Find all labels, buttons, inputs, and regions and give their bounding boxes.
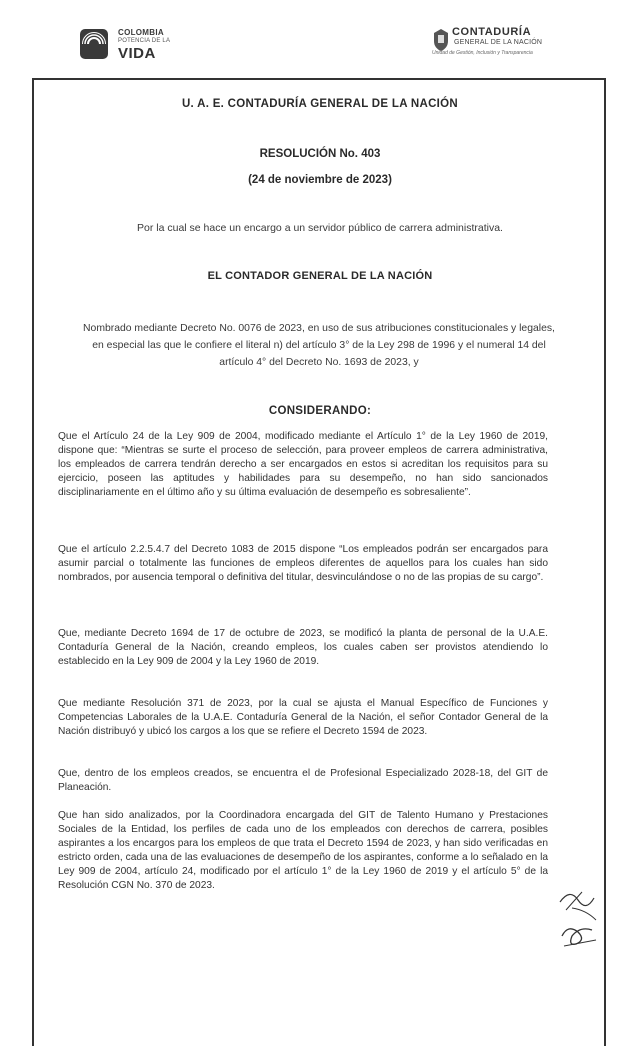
institution-heading: U. A. E. CONTADURÍA GENERAL DE LA NACIÓN <box>181 98 459 110</box>
logo-right-tagline: Unidad de Gestión, Inclusión y Transparencia <box>432 50 533 56</box>
considerando-paragraph: Que, mediante Decreto 1694 de 17 de octubre de 2023, se modificó la planta de personal de la U.A.E. Contaduría General de la Nación, creando empleos, los cuales caben ser provistos atendiendo lo establecido en la Ley 909 de 2004 y la Ley 1960 de 2019. <box>58 628 548 667</box>
contaduria-general-logo <box>432 26 562 66</box>
preamble-paragraph: Nombrado mediante Decreto No. 0076 de 2023, en uso de sus atribuciones constitucionales y legales, en especial las que le confiere el literal n) del artículo 3° de la Ley 298 de 1996 y el numeral 14 del artículo 4° del Decreto No. 1693 de 2023, y <box>83 323 555 368</box>
logo-left-line2: POTENCIA DE LA <box>118 38 171 44</box>
logo-right-line2: GENERAL DE LA NACIÓN <box>454 39 543 46</box>
colombia-logo-mark-icon <box>78 26 110 62</box>
considerando-paragraph: Que han sido analizados, por la Coordinadora encargada del GIT de Talento Humano y Prestaciones Sociales de la Entidad, los perfiles de cada uno de los empleados con derechos de carrera, posibles aspirantes a los encargos para los empleos de que trata el Decreto 1594 de 2023, y han sido verificadas en estricto orden, cada una de las evaluaciones de desempeño de los aspirantes, conforme a lo señalado en la Ley 909 de 2004, artículo 24, modificado por el artículo 1° de la Ley 1960 de 2019 y el artículo 5° de la Resolución CGN No. 370 de 2023. <box>58 810 548 891</box>
considerando-paragraph: Que el artículo 2.2.5.4.7 del Decreto 1083 de 2015 dispone “Los empleados podrán ser encargados para asumir parcial o totalmente las funciones de empleos diferentes de aquellos para los cuales han sido nombrados, por ausencia temporal o definitiva del titular, desvinculándose o no de las propias de su cargo”. <box>58 544 548 583</box>
considerando-paragraph: Que mediante Resolución 371 de 2023, por la cual se ajusta el Manual Específico de Funciones y Competencias Laborales de la U.A.E. Contaduría General de la Nación, el señor Contador General de la Nación distribuyó y ubicó los cargos a los que se refiere el Decreto 1594 de 2023. <box>58 698 548 737</box>
considerando-heading: CONSIDERANDO: <box>268 405 372 417</box>
logo-right-line1: CONTADURÍA <box>452 26 532 38</box>
considerando-paragraph: Que el Artículo 24 de la Ley 909 de 2004, modificado mediante el Artículo 1° de la Ley 1960 de 2019, dispone que: “Mientras se surte el proceso de selección, para proveer empleos de carrera administrativa, los empleados de carrera tendrán derecho a ser encargados en estos si acreditan los requisitos para su ejercicio, poseen las aptitudes y habilidades para su desempeño, no han sido sancionados disciplinariamente en el último año y su última evaluación de desempeño es sobresaliente”. <box>58 431 548 498</box>
authority-heading: EL CONTADOR GENERAL DE LA NACIÓN <box>207 270 433 282</box>
page-header <box>0 0 635 80</box>
contaduria-shield-icon <box>432 28 450 52</box>
colombia-potencia-de-la-vida-logo <box>78 26 188 66</box>
considerando-paragraph: Que, dentro de los empleos creados, se encuentra el de Profesional Especializado 2028-18, del GIT de Planeación. <box>58 768 548 793</box>
logo-left-line3: VIDA <box>118 45 156 62</box>
resolution-date: (24 de noviembre de 2023) <box>248 174 392 186</box>
resolution-subject: Por la cual se hace un encargo a un servidor público de carrera administrativa. <box>137 222 503 234</box>
resolution-number: RESOLUCIÓN No. 403 <box>259 148 381 160</box>
handwritten-initials <box>552 880 602 960</box>
logo-left-line1: COLOMBIA <box>118 28 164 37</box>
